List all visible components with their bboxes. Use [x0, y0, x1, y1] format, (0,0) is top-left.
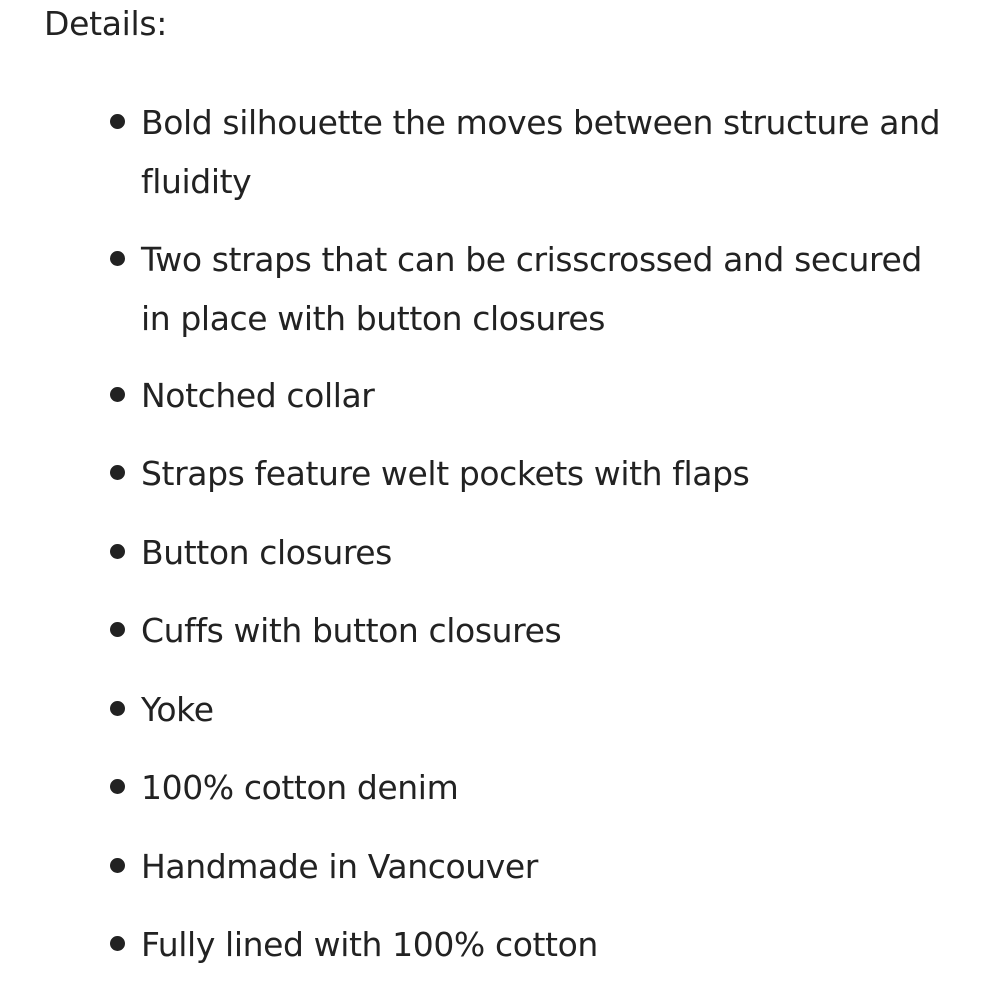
bullet-icon [110, 465, 125, 480]
bullet-icon [110, 387, 125, 402]
bullet-icon [110, 701, 125, 716]
list-item [104, 758, 960, 817]
list-item-text: Button closures [141, 533, 392, 572]
list-item [104, 366, 960, 425]
list-item [104, 601, 960, 660]
bullet-icon [110, 779, 125, 794]
list-item [104, 837, 960, 896]
list-item [104, 915, 960, 974]
list-item-text: Straps feature welt pockets with flaps [141, 454, 750, 493]
list-item [104, 93, 960, 211]
list-item [104, 523, 960, 582]
list-item-text: Two straps that can be crisscrossed and secured in place with button closures [141, 240, 922, 338]
list-item [104, 444, 960, 503]
list-item-text: Notched collar [141, 376, 375, 415]
list-item-text: Yoke [141, 690, 214, 729]
list-item-text: 100% cotton denim [141, 768, 459, 807]
list-item [104, 230, 960, 348]
list-item-text: Bold silhouette the moves between structure and fluidity [141, 103, 941, 201]
list-item-text: Fully lined with 100% cotton [141, 925, 598, 964]
list-item-text: Handmade in Vancouver [141, 847, 538, 886]
list-item [104, 680, 960, 739]
bullet-icon [110, 936, 125, 951]
bullet-icon [110, 544, 125, 559]
bullet-icon [110, 114, 125, 129]
details-heading: Details: [44, 4, 168, 43]
list-item-text: Cuffs with button closures [141, 611, 562, 650]
bullet-icon [110, 622, 125, 637]
bullet-icon [110, 251, 125, 266]
bullet-icon [110, 858, 125, 873]
